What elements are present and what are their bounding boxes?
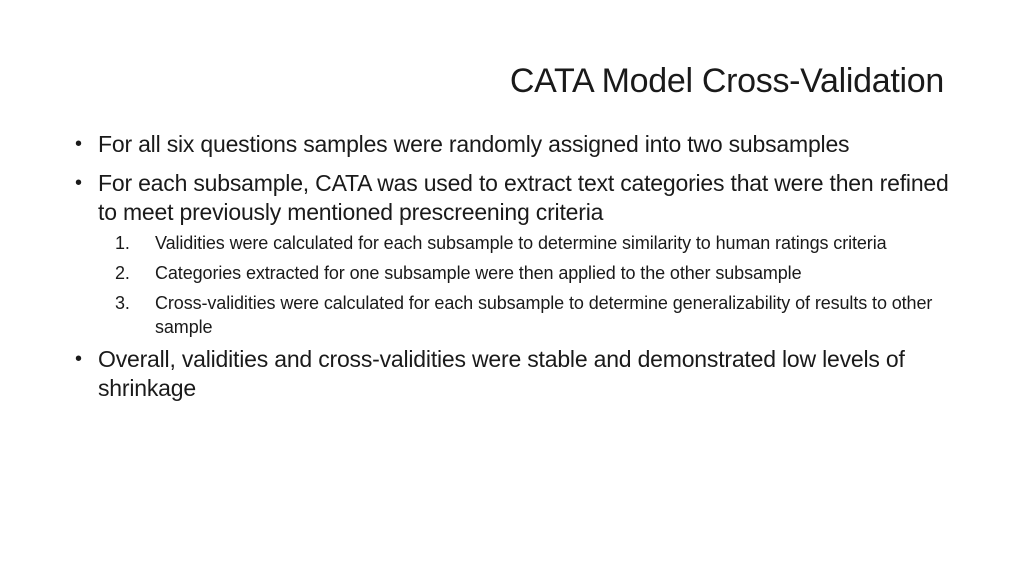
numbered-item xyxy=(75,291,955,339)
item-number: 3. xyxy=(115,293,130,313)
item-number: 2. xyxy=(115,263,130,283)
slide-body xyxy=(75,130,955,413)
bullet-marker: • xyxy=(75,172,82,194)
bullet-item xyxy=(75,345,955,403)
numbered-item xyxy=(75,231,955,255)
bullet-text: For each subsample, CATA was used to extract text categories that were then refined to meet previously mentioned prescreening criteria xyxy=(98,170,949,225)
bullet-marker: • xyxy=(75,348,82,370)
bullet-text: For all six questions samples were randomly assigned into two subsamples xyxy=(98,131,850,157)
item-text: Cross-validities were calculated for each subsample to determine generalizability of results to other sample xyxy=(155,293,933,337)
item-text: Validities were calculated for each subsample to determine similarity to human ratings criteria xyxy=(155,233,887,253)
bullet-item xyxy=(75,130,955,159)
item-number: 1. xyxy=(115,233,130,253)
bullet-marker: • xyxy=(75,133,82,155)
slide-title: CATA Model Cross-Validation xyxy=(509,62,944,100)
numbered-list xyxy=(75,231,955,339)
numbered-item xyxy=(75,261,955,285)
bullet-item xyxy=(75,169,955,227)
item-text: Categories extracted for one subsample were then applied to the other subsample xyxy=(155,263,802,283)
bullet-text: Overall, validities and cross-validities were stable and demonstrated low levels of shrinkage xyxy=(98,346,905,401)
